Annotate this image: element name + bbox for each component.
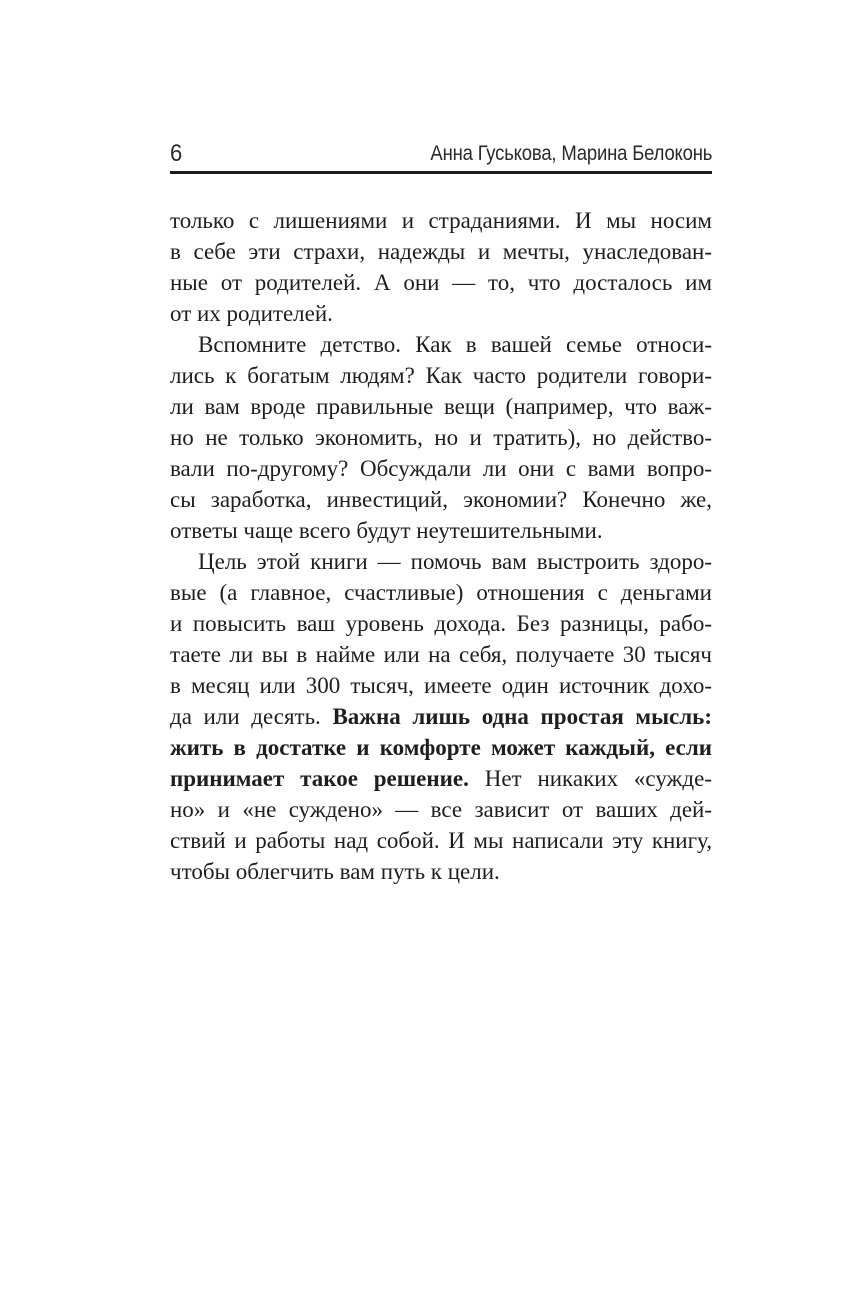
paragraph xyxy=(170,546,712,887)
text-line xyxy=(170,453,712,484)
text-segment: ответы чаще всего будут неутешительными. xyxy=(170,518,603,543)
running-title-authors: Анна Гуськова, Марина Белоконь xyxy=(430,142,712,165)
text-segment: вые (а главное, счастливые) отношения с деньгами xyxy=(170,580,712,605)
text-line xyxy=(170,608,712,639)
text-segment: в месяц или 300 тысяч, имеете один источник дохо- xyxy=(170,673,712,698)
text-line xyxy=(170,484,712,515)
text-line xyxy=(170,236,712,267)
text-line xyxy=(170,360,712,391)
text-segment: но» и «не суждено» — все зависит от ваших дей- xyxy=(170,797,712,822)
text-line xyxy=(170,205,712,236)
text-line xyxy=(170,329,712,360)
text-segment: таете ли вы в найме или на себя, получаете 30 тысяч xyxy=(170,642,712,667)
text-line xyxy=(170,391,712,422)
text-line xyxy=(170,825,712,856)
text-line xyxy=(170,701,712,732)
header-rule xyxy=(170,171,712,174)
text-line xyxy=(170,298,712,329)
text-segment: Нет никаких «сужде- xyxy=(468,766,712,791)
text-segment: лись к богатым людям? Как часто родители говори- xyxy=(170,363,712,388)
text-line xyxy=(170,515,712,546)
paragraph xyxy=(170,329,712,546)
text-segment: но не только экономить, но и тратить), но действо- xyxy=(170,425,712,450)
text-segment: да или десять. xyxy=(170,704,333,729)
text-line xyxy=(170,763,712,794)
text-line xyxy=(170,856,712,887)
text-segment: ствий и работы над собой. И мы написали эту книгу, xyxy=(170,828,712,853)
text-segment: и повысить ваш уровень дохода. Без разницы, рабо- xyxy=(170,611,712,636)
text-segment: сы заработка, инвестиций, экономии? Конечно же, xyxy=(170,487,712,512)
text-segment: вали по-другому? Обсуждали ли они с вами вопро- xyxy=(170,456,712,481)
running-header xyxy=(170,140,712,167)
text-line xyxy=(170,422,712,453)
text-line xyxy=(170,577,712,608)
text-segment: Вспомните детство. Как в вашей семье относи- xyxy=(198,332,712,357)
text-segment: ные от родителей. А они — то, что досталось им xyxy=(170,270,712,295)
bold-text-segment: Важна лишь одна простая мысль: xyxy=(332,704,712,729)
body-text xyxy=(170,205,712,887)
paragraph xyxy=(170,205,712,329)
page-number: 6 xyxy=(170,140,183,167)
text-line xyxy=(170,546,712,577)
text-line xyxy=(170,794,712,825)
text-line xyxy=(170,732,712,763)
bold-text-segment: жить в достатке и комфорте может каждый, если xyxy=(170,735,712,760)
text-segment: чтобы облегчить вам путь к цели. xyxy=(170,859,500,884)
text-segment: ли вам вроде правильные вещи (например, что важ- xyxy=(170,394,712,419)
bold-text-segment: принимает такое решение. xyxy=(170,766,469,791)
text-segment: от их родителей. xyxy=(170,301,333,326)
text-line xyxy=(170,670,712,701)
text-segment: только с лишениями и страданиями. И мы носим xyxy=(170,208,712,233)
text-line xyxy=(170,639,712,670)
text-segment: Цель этой книги — помочь вам выстроить здоро- xyxy=(198,549,712,574)
text-line xyxy=(170,267,712,298)
text-segment: в себе эти страхи, надежды и мечты, унаследован- xyxy=(170,239,712,264)
